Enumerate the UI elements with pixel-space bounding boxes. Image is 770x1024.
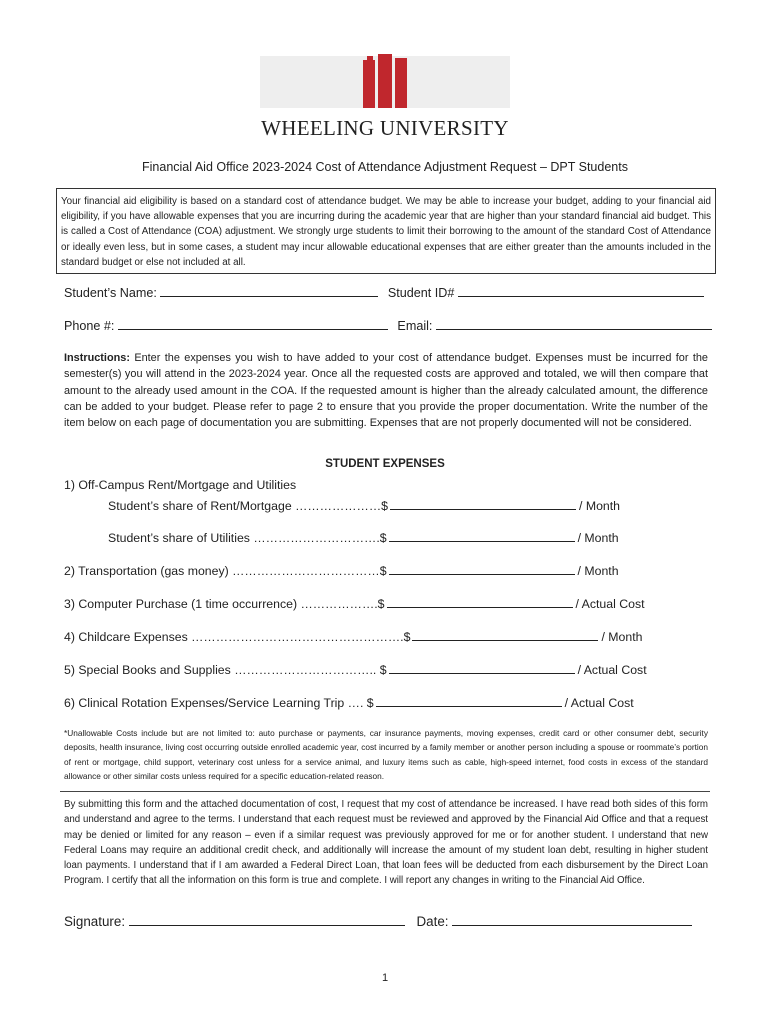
unallowable-costs-footnote: *Unallowable Costs include but are not limited to: auto purchase or payments, car insurance payments, moving expenses, credit card or other consumer debt, security deposits, health insurance, living cost occurring outside enrolled academic year, cost incurred by a family member or another person including a spouse or roommate’s portion of rent or mortgage, child support, veterinary cost unless for a service animal, and luxury items such as cable, high-speed internet, food costs in excess of the standard allowance or other similar costs unless required for a specific education-related reason. xyxy=(64,728,708,781)
student-name-field[interactable] xyxy=(160,284,378,297)
certification-paragraph: By submitting this form and the attached documentation of cost, I request that my cost of attendance be increased. I have read both sides of this form and understand and agree to the terms. I understand that each request must be reviewed and approved by the Financial Aid Office and that a request may be denied or limited for any reason – even if a similar request was previously approved for me or for another student. I understand that new Federal Loans may require an additional credit check, and additionally will increase the amount of my student loan debt, resulting in higher student loan payments. I understand that if I am awarded a Federal Direct Loan, that loan fees will be deducted from each disbursement by the Direct Loan Program. I certify that all the information on this form is true and complete. I will report any changes in writing to the Financial Aid Office. xyxy=(64,799,708,887)
date-label: Date: xyxy=(416,914,449,929)
expense-group-1-title: 1) Off-Campus Rent/Mortgage and Utilities xyxy=(64,478,297,492)
expense-childcare-label: 4) Childcare Expenses …………………………………………….$ xyxy=(64,630,411,644)
phone-field[interactable] xyxy=(118,317,388,330)
expense-rent-unit: / Month xyxy=(579,499,621,513)
expense-childcare-amount-field[interactable] xyxy=(412,629,598,641)
signature-date-row xyxy=(64,912,692,929)
student-expenses-heading: STUDENT EXPENSES xyxy=(325,458,445,470)
expense-clinical-unit: / Actual Cost xyxy=(564,696,634,710)
expense-books-unit: / Actual Cost xyxy=(577,663,647,677)
expense-childcare-row xyxy=(64,629,642,644)
instructions-label: Instructions: xyxy=(64,352,130,364)
page-number: 1 xyxy=(381,972,389,984)
student-name-id-row xyxy=(64,284,704,300)
expense-books-amount-field[interactable] xyxy=(389,662,575,674)
signature-label: Signature: xyxy=(64,914,126,929)
expense-books-row xyxy=(64,662,647,677)
expense-clinical-label: 6) Clinical Rotation Expenses/Service Learning Trip …. $ xyxy=(64,696,374,710)
university-name: WHEELING UNIVERSITY xyxy=(261,116,509,140)
expense-clinical-amount-field[interactable] xyxy=(376,695,562,707)
expense-books-label: 5) Special Books and Supplies …………………………….. $ xyxy=(64,663,387,677)
expense-computer-row xyxy=(64,596,645,611)
phone-label: Phone #: xyxy=(64,319,115,333)
signature-field[interactable] xyxy=(129,912,405,926)
date-field[interactable] xyxy=(452,912,692,926)
student-id-field[interactable] xyxy=(458,284,704,297)
expense-computer-label: 3) Computer Purchase (1 time occurrence) ……………….$ xyxy=(64,597,385,611)
email-field[interactable] xyxy=(436,317,712,330)
expense-transportation-amount-field[interactable] xyxy=(389,563,575,575)
university-logo xyxy=(255,52,515,142)
expense-utilities-row xyxy=(108,530,619,545)
expense-transportation-unit: / Month xyxy=(577,564,619,578)
expense-utilities-amount-field[interactable] xyxy=(389,530,575,542)
intro-paragraph: Your financial aid eligibility is based on a standard cost of attendance budget. We may be able to increase your budget, adding to your financial aid eligibility, if you have allowable expenses that you are incurring during the academic year that are higher than your standard financial aid budget. This is called a Cost of Attendance (COA) adjustment. We strongly urge students to limit their borrowing to the amount of the standard Cost of Attendance or ideally even less, but in some cases, a student may incur allowable educational expenses that are either greater than the amounts included in the standard budget or else not included at all. xyxy=(56,188,716,274)
instructions-paragraph xyxy=(64,350,708,431)
student-name-label: Student’s Name: xyxy=(64,286,157,300)
email-label: Email: xyxy=(397,319,433,333)
expense-rent-label: Student’s share of Rent/Mortgage …………………$ xyxy=(108,499,388,513)
expense-transportation-label: 2) Transportation (gas money) ………………………………$ xyxy=(64,564,387,578)
phone-email-row xyxy=(64,317,712,333)
expense-computer-amount-field[interactable] xyxy=(387,596,573,608)
student-id-label: Student ID# xyxy=(387,286,455,300)
expense-utilities-unit: / Month xyxy=(577,531,619,545)
expense-childcare-unit: / Month xyxy=(601,630,643,644)
expense-transportation-row xyxy=(64,563,619,578)
university-logo-mark-icon xyxy=(255,52,515,110)
expense-rent-row xyxy=(108,498,620,513)
expense-utilities-label: Student’s share of Utilities ………………………….$ xyxy=(108,531,387,545)
instructions-text: Enter the expenses you wish to have added to your cost of attendance budget. Expenses must be incurred for the semester(s) you will attend in the 2023-2024 year. Once all the requested costs are approved and totaled, we will then compare that amount to the already used amount in the COA. If the requested amount is higher than the already calculated amount, the difference can be added to your budget. Please refer to page 2 to ensure that you provide the proper documentation. Write the number of the item below on each page of documentation you are submitting. Expenses that are not properly documented will not be considered. xyxy=(64,352,708,430)
section-divider xyxy=(60,791,710,792)
document-title: Financial Aid Office 2023-2024 Cost of Attendance Adjustment Request – DPT Students xyxy=(142,160,628,174)
expense-computer-unit: / Actual Cost xyxy=(575,597,645,611)
expense-clinical-row xyxy=(64,695,634,710)
expense-rent-amount-field[interactable] xyxy=(390,498,576,510)
